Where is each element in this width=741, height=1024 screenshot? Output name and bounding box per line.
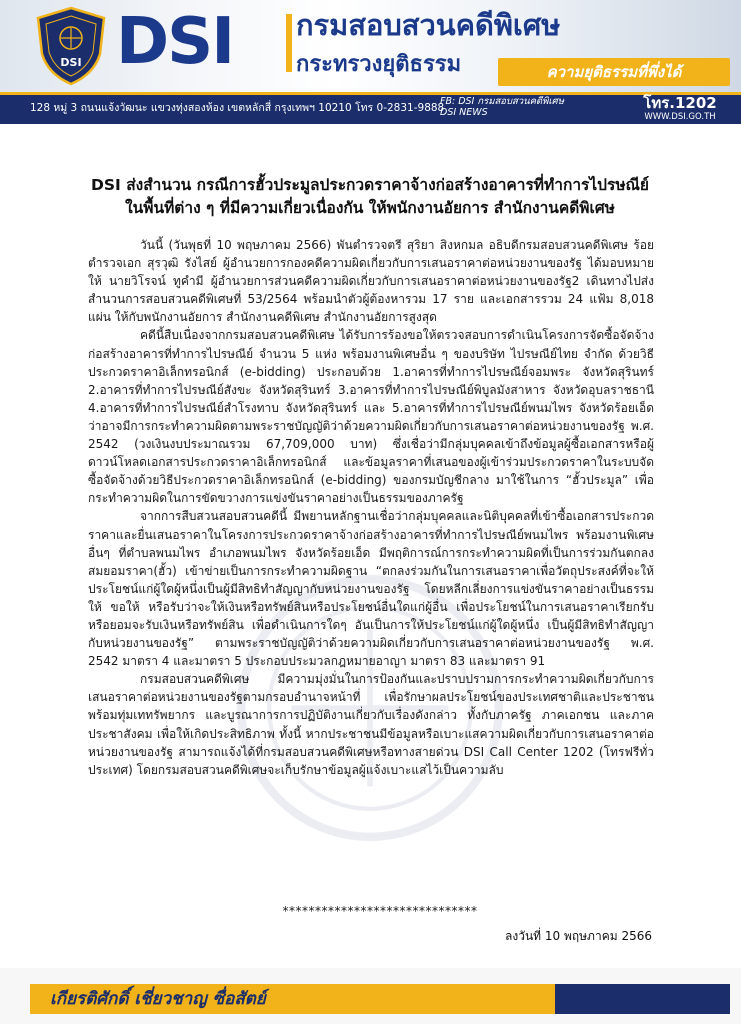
hotline-number: โทร.1202 <box>643 94 717 112</box>
headline-line-1: DSI ส่งสำนวน กรณีการฮั้วประมูลประกวดราคาจ้างก่อสร้างอาคารที่ทำการไปรษณีย์ <box>91 176 649 194</box>
wordmark-divider <box>286 14 292 72</box>
facebook-line-1: FB: DSI กรมสอบสวนคดีพิเศษ <box>440 96 564 107</box>
ministry-name: กระทรวงยุติธรรม <box>296 52 462 77</box>
release-date: ลงวันที่ 10 พฤษภาคม 2566 <box>505 929 652 943</box>
footer-motto: เกียรติศักดิ์ เชี่ยวชาญ ซื่อสัตย์ <box>50 989 266 1009</box>
paragraph-4: กรมสอบสวนคดีพิเศษ มีความมุ่งมั่นในการป้องกันและปราบปรามการกระทำความผิดเกี่ยวกับการเสนอราคาต่อหน่วยงานของรัฐตามกรอบอำนาจหน้าที่ เพื่อรักษาผลประโยชน์ของประเทศชาติและประชาชน พร้อมทุ่มเททรัพยากร และบูรณาการการปฏิบัติงานเกี่ยวกับเรื่องดังกล่าว ทั้งกับภาครัฐ ภาคเอกชน และภาคประชาสังคม เพื่อให้เกิดประสิทธิภาพ ทั้งนี้ หากประชาชนมีข้อมูลหรือเบาะแสความผิดเกี่ยวกับการเสนอราคาต่อหน่วยงานของรัฐ สามารถแจ้งได้ที่กรมสอบสวนคดีพิเศษหรือทางสายด่วน DSI Call Center 1202 (โทรฟรีทั่วประเทศ) โดยกรมสอบสวนคดีพิเศษจะเก็บรักษาข้อมูลผู้แจ้งเบาะแสไว้เป็นความลับ <box>88 672 654 777</box>
address-text: 128 หมู่ 3 ถนนแจ้งวัฒนะ แขวงทุ่งสองห้อง เขตหลักสี่ กรุงเทพฯ 10210 โทร 0-2831-9888 <box>30 102 445 114</box>
website-url: WWW.DSI.GO.TH <box>644 112 716 122</box>
footer <box>0 968 741 1024</box>
paragraph-2: คดีนี้สืบเนื่องจากกรมสอบสวนคดีพิเศษ ได้รับการร้องขอให้ตรวจสอบการดำเนินโครงการจัดซื้อจัดจ้างก่อสร้างอาคารที่ทำการไปรษณีย์ จำนวน 5 แห่ง พร้อมงานพิเศษอื่น ๆ ของบริษัท ไปรษณีย์ไทย จำกัด ด้วยวิธีประกวดราคาอิเล็กทรอนิกส์ (e-bidding) ประกอบด้วย 1.อาคารที่ทำการไปรษณีย์จอมพระ จังหวัดสุรินทร์ 2.อาคารที่ทำการไปรษณีย์สังขะ จังหวัดสุรินทร์ 3.อาคารที่ทำการไปรษณีย์พิบูลมังสาหาร จังหวัดอุบลราชธานี 4.อาคารที่ทำการไปรษณีย์สำโรงทาบ จังหวัดสุรินทร์ และ 5.อาคารที่ทำการไปรษณีย์พนมไพร จังหวัดร้อยเอ็ด ว่าอาจมีการกระทำความผิดตามพระราชบัญญัติว่าด้วยความผิดเกี่ยวกับการเสนอราคาต่อหน่วยงานของรัฐ พ.ศ. 2542 (วงเงินงบประมาณรวม 67,709,000 บาท) ซึ่งเชื่อว่ามีกลุ่มบุคคลเข้าถึงข้อมูลผู้ซื้อเอกสารหรือผู้ดาวน์โหลดเอกสารประกวดราคาอิเล็กทรอนิกส์ และข้อมูลราคาที่เสนอของผู้เข้าร่วมประกวดราคาในระบบจัดซื้อจัดจ้างด้วยวิธีประกวดราคาอิเล็กทรอนิกส์ (e-bidding) ของกรมบัญชีกลาง มาใช้ในการ “ฮั้วประมูล” เพื่อกระทำความผิดในการขัดขวางการแข่งขันราคาอย่างเป็นธรรมของภาครัฐ <box>88 328 654 506</box>
department-name: กรมสอบสวนคดีพิเศษ <box>296 8 561 42</box>
emblem-text: DSI <box>60 56 82 69</box>
article-body <box>88 236 654 779</box>
slogan-badge: ความยุติธรรมที่พึ่งได้ <box>498 58 730 86</box>
separator: ****************************** <box>282 904 478 918</box>
dsi-emblem-icon <box>34 6 108 86</box>
press-release <box>0 128 741 968</box>
facebook-line-2: DSI NEWS <box>440 107 488 118</box>
dsi-wordmark: DSI <box>116 5 234 79</box>
paragraph-1: วันนี้ (วันพุธที่ 10 พฤษภาคม 2566) พันตำรวจตรี สุริยา สิงหกมล อธิบดีกรมสอบสวนคดีพิเศษ ร้อยตำรวจเอก สุรวุฒิ รังไสย์ ผู้อำนวยการกองคดีความผิดเกี่ยวกับการเสนอราคาต่อหน่วยงานของรัฐ ได้มอบหมายให้ นายวิโรจน์ ทูคำมี ผู้อำนวยการส่วนคดีความผิดเกี่ยวกับการเสนอราคาต่อหน่วยงานของรัฐ2 เดินทางไปส่งสำนวนการสอบสวนคดีพิเศษที่ 53/2564 พร้อมนำตัวผู้ต้องหารวม 17 ราย และเอกสารรวม 24 แฟ้ม 8,018 แผ่น ให้กับพนักงานอัยการ สำนักงานคดีพิเศษ สำนักงานอัยการสูงสุด <box>88 238 654 325</box>
headline <box>90 174 650 220</box>
headline-line-2: ในพื้นที่ต่าง ๆ ที่มีความเกี่ยวเนื่องกัน ให้พนักงานอัยการ สำนักงานคดีพิเศษ <box>125 199 615 217</box>
paragraph-3: จากการสืบสวนสอบสวนคดีนี้ มีพยานหลักฐานเชื่อว่ากลุ่มบุคคลและนิติบุคคลที่เข้าซื้อเอกสารประกวดราคาและยื่นเสนอราคาในโครงการประกวดราคาจ้างก่อสร้างอาคารที่ทำการไปรษณีย์พนมไพร พร้อมงานพิเศษอื่นๆ ที่ตำบลพนมไพร อำเภอพนมไพร จังหวัดร้อยเอ็ด มีพฤติการณ์การกระทำความผิดที่เป็นการร่วมกันตกลงสมยอมราคา(ฮั้ว) เข้าข่ายเป็นการกระทำความผิดฐาน “ตกลงร่วมกันในการเสนอราคาเพื่อวัตถุประสงค์ที่จะให้ประโยชน์แก่ผู้ใดผู้หนึ่งเป็นผู้มีสิทธิทำสัญญากับหน่วยงานของรัฐ โดยหลีกเลี่ยงการแข่งขันราคาอย่างเป็นธรรม ให้ ขอให้ หรือรับว่าจะให้เงินหรือทรัพย์สินหรือประโยชน์อื่นใดแก่ผู้อื่น เพื่อประโยชน์ในการเสนอราคาเรียกรับ หรือยอมจะรับเงินหรือทรัพย์สิน เพื่อดำเนินการใดๆ อันเป็นการให้ประโยชน์แก่ผู้ใดผู้หนึ่ง เป็นผู้มีสิทธิทำสัญญากับหน่วยงานของรัฐ” ตามพระราชบัญญัติว่าด้วยความผิดเกี่ยวกับการเสนอราคาต่อหน่วยงานของรัฐ พ.ศ. 2542 มาตรา 4 และมาตรา 5 ประกอบประมวลกฎหมายอาญา มาตรา 83 และมาตรา 91 <box>88 509 654 669</box>
letterhead <box>0 0 741 128</box>
facebook-info <box>440 96 564 118</box>
